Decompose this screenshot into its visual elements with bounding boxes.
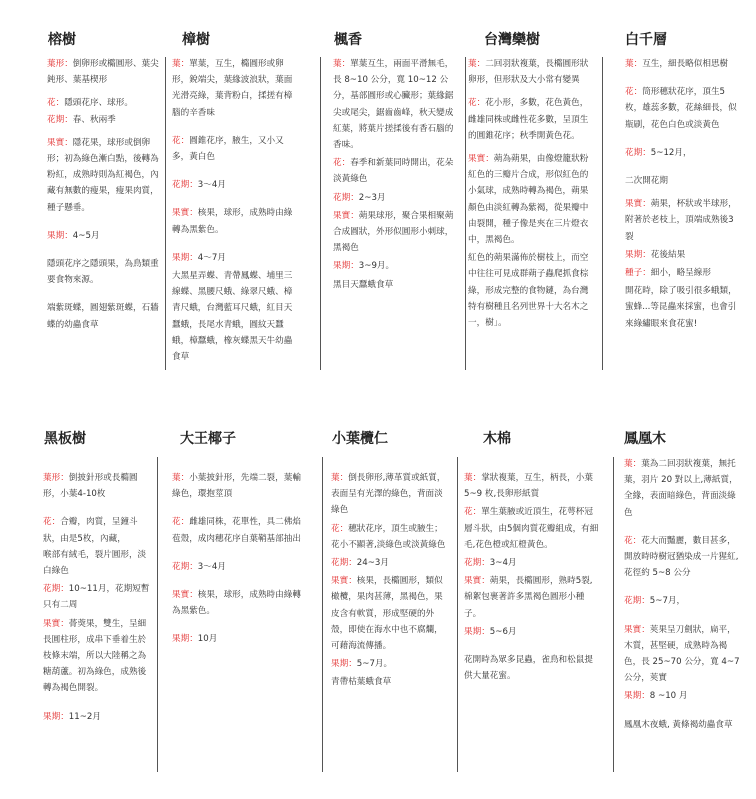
column-divider <box>322 457 323 772</box>
field-text: 5~12月， <box>650 147 692 158</box>
field-label: 花： <box>331 523 349 534</box>
field-label: 葉： <box>172 473 190 483</box>
field-label: 花期： <box>331 558 357 569</box>
species-title: 榕樹 <box>48 32 76 48</box>
field-text: 4～7月 <box>197 252 226 263</box>
field-text: 24~3月 <box>356 558 389 569</box>
species-title: 楓香 <box>334 32 362 48</box>
field-text: 紅色的蒴果滿佈於樹枝上，而空中往往可見成群蒴子蟲爬抓食棕綠，形成完整的食物鏈，為台灣特有樹種且名列世界十大名木之一，樹」。 <box>468 253 589 329</box>
field-text: 莢果呈刀劍狀，扁平，木質，甚堅硬，成熟時為褐色，長 25~70 公分，寬 4~7 公分，莢實 <box>624 624 740 684</box>
field-text: 5~7月。 <box>356 659 393 670</box>
field-text: 雌雄同株，花單性，具二佛焰苞殼，成肉穗花序自葉鞘基部抽出 <box>172 517 301 544</box>
field-label: 花期： <box>172 561 198 572</box>
field-text: 10~11月，花期短暫只有二周 <box>43 584 150 611</box>
field-text: 互生，細長略似相思樹 <box>642 59 729 69</box>
field-text: 隱頭花序、球形。 <box>64 98 133 109</box>
field-label: 果實： <box>172 590 198 601</box>
species-card-1 <box>172 56 298 372</box>
field-text: 二次開花期 <box>625 176 668 187</box>
species-title: 樟樹 <box>182 32 210 48</box>
column-divider <box>602 57 603 370</box>
field-label: 果期： <box>47 230 73 241</box>
field-label: 葉： <box>625 59 643 69</box>
field-label: 果實： <box>331 576 357 587</box>
field-text: 鳳凰木夜蛾, 黃條褐幼蟲食草 <box>624 719 733 730</box>
field-label: 果實： <box>333 210 359 221</box>
field-text: 合瓣，肉質，呈鐘斗狀，由是5枚，內藏， <box>43 517 138 544</box>
field-label: 果實： <box>625 199 651 210</box>
species-card-8 <box>464 470 600 691</box>
field-label: 花： <box>625 87 643 98</box>
column-divider <box>457 457 458 772</box>
field-label: 果實： <box>624 624 650 635</box>
field-label: 果實： <box>47 137 73 148</box>
field-label: 種子： <box>625 268 651 279</box>
species-title: 白千層 <box>625 32 667 48</box>
field-text: 蒴為蒴果，由像燈籠狀粉紅色的三瓣片合成，形似紅色的小氣球，成熟時轉為褐色，蒴果顏色由淡紅轉為紫褐，從果瓣中由裂開，種子像是夾在三片燈衣中，黑褐色。 <box>468 154 589 246</box>
field-text: 青帶枯葉蛾食草 <box>331 677 392 688</box>
species-card-4 <box>625 56 737 339</box>
field-label: 果期： <box>625 249 651 260</box>
field-label: 花： <box>468 98 486 109</box>
field-label: 果期： <box>624 691 650 702</box>
field-text: 11~2月 <box>68 711 101 722</box>
field-text: 3～4月 <box>197 180 226 191</box>
field-text: 倒長卵形,薄革質或紙質，表面呈有光澤的綠色，背面淡綠色 <box>331 473 446 516</box>
field-text: 穗狀花序，頂生或腋生；花小不顯著,淡綠色或淡黃綠色 <box>331 523 446 550</box>
field-label: 葉： <box>331 473 349 483</box>
field-text: 倒卵形或橢圓形、葉尖鈍形、葉基楔形 <box>47 59 159 86</box>
field-label: 花期： <box>172 180 198 191</box>
field-text: 倒披針形或長橢圓形，小葉4-10枚 <box>43 473 138 500</box>
field-label: 花期： <box>43 584 69 595</box>
column-divider <box>165 57 166 370</box>
species-title: 台灣欒樹 <box>484 32 540 48</box>
species-title: 鳳凰木 <box>624 431 666 447</box>
species-card-2 <box>333 56 457 300</box>
field-label: 果期： <box>333 261 359 272</box>
field-label: 葉： <box>333 59 351 69</box>
field-label: 果期： <box>464 626 490 637</box>
field-label: 果期： <box>172 252 198 263</box>
field-label: 花： <box>464 507 482 518</box>
field-text: 3~4月 <box>489 558 517 569</box>
field-text: 喉部有絨毛，裂片圓形，淡白綠色 <box>43 549 147 577</box>
field-label: 花： <box>624 535 642 546</box>
field-text: 蒴果，長橢圓形，熟時5裂,棉絮包裹著許多黑褐色圓形小種子。 <box>464 576 593 619</box>
field-label: 果期： <box>43 711 69 722</box>
species-card-6 <box>172 470 302 655</box>
field-text: 隱花果，球形或倒卵形；初為綠色漸白點，後轉為粉紅，成熟時則為紅褐色，內藏有無數的瘦果，瘦果肉質，種子懸垂。 <box>47 137 159 213</box>
field-text: 4~5月 <box>72 230 100 241</box>
field-label: 葉： <box>172 59 190 69</box>
species-title: 大王椰子 <box>180 431 236 447</box>
species-title: 小葉欖仁 <box>332 431 388 447</box>
field-text: 大黑星弄蝶、青帶鳳蝶、埔里三線蝶、黑腰尺蛾、綠翠尺蛾、樟青尺蛾，台灣藍耳尺蛾，紅目天蠶蛾，長尾水青蛾，圓紋天蠶蛾，樟蠶蛾，橡灰蝶黑天牛幼蟲食草 <box>172 271 293 363</box>
field-label: 葉： <box>464 473 482 483</box>
field-text: 筒形穗狀花序，頂生5枚，雄蕊多數，花絲細長，似瓶刷，花色白色或淡黃色 <box>625 87 737 130</box>
species-card-7 <box>331 470 451 698</box>
field-text: 核果，球形，成熟時由綠轉為黑紫色。 <box>172 208 293 235</box>
field-text: 花大而豔麗，數目甚多，開放時時樹冠猶染成一片猩紅,花徑約 5~8 公分 <box>624 535 739 579</box>
field-text: 二回羽狀複葉，長橢圓形狀卵形，但形狀及大小常有變異 <box>468 59 589 86</box>
field-label: 葉形： <box>43 473 69 483</box>
field-text: 花後結果 <box>650 249 686 260</box>
field-label: 花： <box>47 98 65 109</box>
field-label: 果實： <box>43 618 69 629</box>
field-label: 果實： <box>464 576 490 587</box>
field-text: 端紫斑蝶，圓翅紫斑蝶，石牆蝶的幼蟲食草 <box>47 303 159 330</box>
field-text: 蓇葖果，雙生，呈細長圓柱形，成串下垂着生於枝條末端，所以大陸稱之為糖葫蘆。初為綠色，成熟後轉為褐色開裂。 <box>43 618 147 694</box>
species-card-9 <box>624 456 740 740</box>
field-text: 3～4月 <box>197 561 226 572</box>
field-text: 圓錐花序，腋生，又小又多，黃白色 <box>172 135 284 163</box>
field-label: 花： <box>333 158 351 169</box>
field-text: 隱頭花序之隱頭果，為鳥類重要食物來源。 <box>47 259 159 286</box>
field-label: 葉： <box>624 459 642 469</box>
field-text: 春、秋兩季 <box>72 114 116 125</box>
species-card-0 <box>47 56 161 340</box>
species-card-3 <box>468 56 594 338</box>
field-label: 花期： <box>624 596 650 607</box>
field-text: 細小，略呈線形 <box>650 268 711 279</box>
field-text: 3~9月。 <box>358 261 395 272</box>
field-text: 核果，長橢圓形，類似橄欖，果肉甚薄，黑褐色，果皮含有軟質，形成堅硬的外殼，即使在海水中也不腐爛，可藉海流傳播。 <box>331 576 443 652</box>
column-divider <box>320 57 321 370</box>
field-label: 葉： <box>468 59 486 69</box>
field-text: 單葉互生，兩面平滑無毛，長 8~10 公分，寬 10~12 公分，基部圓形或心臟形；葉緣鋸尖或尾尖，鋸齒齒峰，秋天變成紅葉，將葉片搓揉後有香石腦的香味。 <box>333 59 454 151</box>
field-text: 8 ~10 月 <box>649 691 688 702</box>
column-divider <box>157 457 158 772</box>
field-text: 核果，球形，成熟時由綠轉為黑紫色。 <box>172 590 301 617</box>
field-text: 花開時為眾多昆蟲，雀鳥和松鼠提供大量花蜜。 <box>464 655 593 682</box>
field-label: 果期： <box>331 659 357 670</box>
field-label: 花期： <box>333 192 359 203</box>
field-text: 5~6月 <box>489 626 517 637</box>
species-card-5 <box>43 470 151 732</box>
field-label: 果實： <box>468 154 494 165</box>
field-label: 花期： <box>625 147 651 158</box>
field-text: 單葉，互生，橢圓形或卵形，銳端尖，葉緣波浪狀，葉面光滑亮綠，葉背粉白，揉搓有樟腦的辛香味 <box>172 59 293 118</box>
column-divider <box>465 57 466 370</box>
field-label: 花： <box>172 517 190 528</box>
field-text: 2~3月 <box>358 192 386 203</box>
field-text: 單生葉腋或近頂生，花萼杯冠層斗狀，由5個肉質花瓣組成，有細毛,花色橙或紅橙黃色。 <box>464 507 599 550</box>
species-title: 黑板樹 <box>44 431 86 447</box>
field-label: 花： <box>43 517 61 528</box>
field-text: 葉為二回羽狀複葉，無托葉，羽片 20 對以上,薄紙質，全緣，表面暗綠色，背面淡綠色 <box>624 459 738 518</box>
field-text: 春季和新葉同時開出，花朵淡黃綠色 <box>333 158 454 185</box>
field-label: 葉形： <box>47 59 73 69</box>
field-label: 果實： <box>172 208 198 219</box>
field-label: 花期： <box>47 114 73 125</box>
column-divider <box>613 457 614 772</box>
field-text: 5~7月， <box>649 596 686 607</box>
field-text: 掌狀複葉，互生，柄長，小葉 5~9 枚,長卵形紙質 <box>464 473 593 500</box>
field-text: 蒴果球形，聚合果相聚蒴合成圓狀，外形似圓形小刺球，黑褐色 <box>333 210 454 254</box>
field-text: 小葉披針形，先端二裂，葉輸綠色，環抱莖頂 <box>172 473 301 500</box>
field-text: 開花時，除了吸引很多蛾類，蜜蜂...等昆蟲來採蜜，也會引來綠繡眼來食花蜜! <box>625 286 737 329</box>
field-label: 果期： <box>172 634 198 645</box>
field-text: 花小形，多數，花色黃色，雌雄同株或雌性花多數，呈頂生的圓錐花序；秋季開黃色花。 <box>468 98 589 141</box>
field-label: 花期： <box>464 558 490 569</box>
species-title: 木棉 <box>483 431 511 447</box>
field-text: 蒴果，杯狀或半球形，附著於老枝上，頂端成熟後3裂 <box>625 199 737 242</box>
field-text: 黑目天蠶蛾食草 <box>333 279 394 290</box>
field-label: 花： <box>172 135 190 146</box>
field-text: 10月 <box>197 634 218 645</box>
